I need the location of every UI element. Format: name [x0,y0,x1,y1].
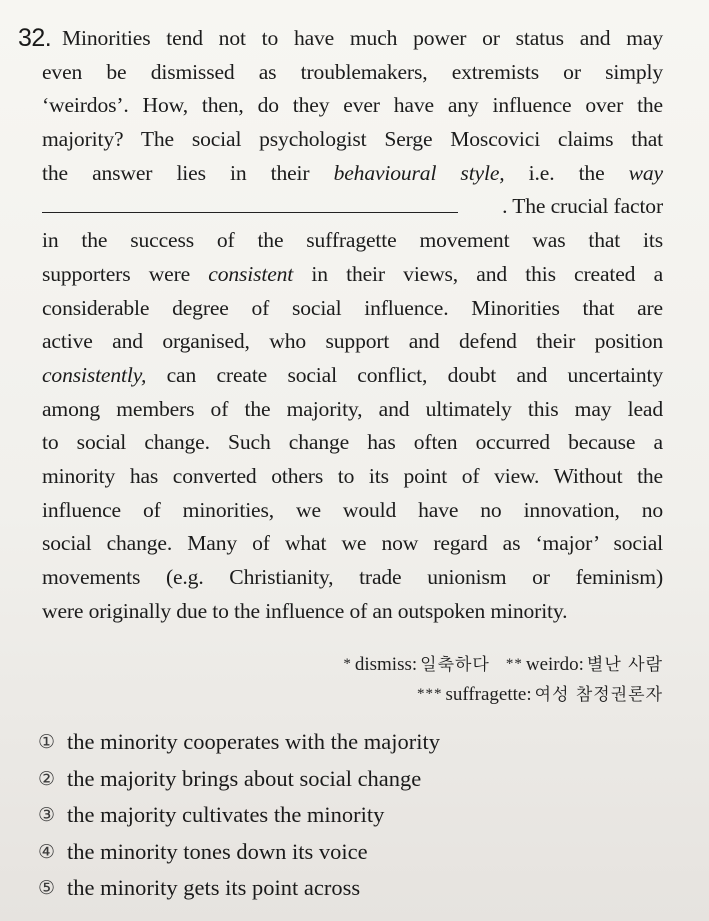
passage-line: in the success of the suffragette movement was that its [42,228,663,253]
choice-5[interactable] [38,870,440,907]
glossary [343,650,663,710]
choice-number-icon: ② [38,767,56,790]
passage-line: active and organised, who support and defend their position [42,329,663,354]
glossary-meaning: 별난 사람 [586,655,663,675]
choice-text: the minority gets its point across [67,875,361,900]
text-span: the answer lies in their [42,160,310,185]
choice-3[interactable] [38,797,440,834]
text-span: in their views, and this created a [311,261,663,286]
passage-line: minority has converted others to its point of view. Without the [42,463,663,488]
footnote-marker: *** [416,686,443,702]
glossary-term: weirdo: [525,654,584,675]
text-span: can create social conflict, doubt and uncertainty [166,362,664,387]
italic-term-way: way [628,160,663,185]
glossary-row [343,650,663,680]
choice-2[interactable] [38,761,440,798]
answer-choices [38,724,440,907]
glossary-meaning: 일축하다 [420,655,490,675]
choice-text: the majority brings about social change [67,765,422,791]
choice-1[interactable] [38,724,440,761]
question-number: 32. [18,24,52,52]
text-span: supporters were [42,261,191,286]
choice-4[interactable] [38,834,440,871]
choice-text: the majority cultivates the minority [67,802,385,827]
text-span: i.e. the [528,160,605,185]
footnote-marker: * [343,656,352,672]
choice-number-icon: ⑤ [38,877,56,899]
glossary-meaning: 여성 참정권론자 [534,685,663,705]
passage-line: to social change. Such change has often occurred because a [42,430,663,455]
italic-term-behavioural-style: behavioural style, [333,160,505,185]
glossary-row [343,680,663,710]
italic-term-consistently: consistently, [42,362,147,387]
glossary-term: suffragette: [445,684,532,705]
passage-line: were originally due to the influence of an outspoken minority. [42,598,568,623]
passage-line [42,157,663,191]
passage-line: considerable degree of social influence. Minorities that are [42,295,663,320]
choice-text: the minority cooperates with the majority [67,729,441,754]
passage-line: majority? The social psychologist Serge Moscovici claims that [42,127,663,152]
passage-line: Minorities tend not to have much power or status and may [62,26,663,50]
answer-blank[interactable] [42,190,458,213]
footnote-marker: ** [505,656,523,672]
choice-number-icon: ④ [38,840,56,863]
passage [42,22,663,628]
passage-line [42,258,663,292]
choice-number-icon: ① [38,731,56,753]
passage-line: influence of minorities, we would have no innovation, no [42,497,663,522]
passage-line [42,359,663,393]
passage-line: movements (e.g. Christianity, trade unionism or feminism) [42,565,663,589]
italic-term-consistent: consistent [208,261,294,286]
choice-text: the minority tones down its voice [67,838,368,864]
passage-line: among members of the majority, and ultimately this may lead [42,396,663,421]
passage-line: social change. Many of what we now regard as ‘major’ social [42,531,663,556]
passage-line-blank [42,190,663,224]
glossary-term: dismiss: [354,654,418,675]
passage-line: even be dismissed as troublemakers, extremists or simply [42,59,663,84]
text-span: . The crucial factor [502,194,663,219]
passage-line: ‘weirdos’. How, then, do they ever have any influence over the [42,93,663,118]
choice-number-icon: ③ [38,804,56,826]
